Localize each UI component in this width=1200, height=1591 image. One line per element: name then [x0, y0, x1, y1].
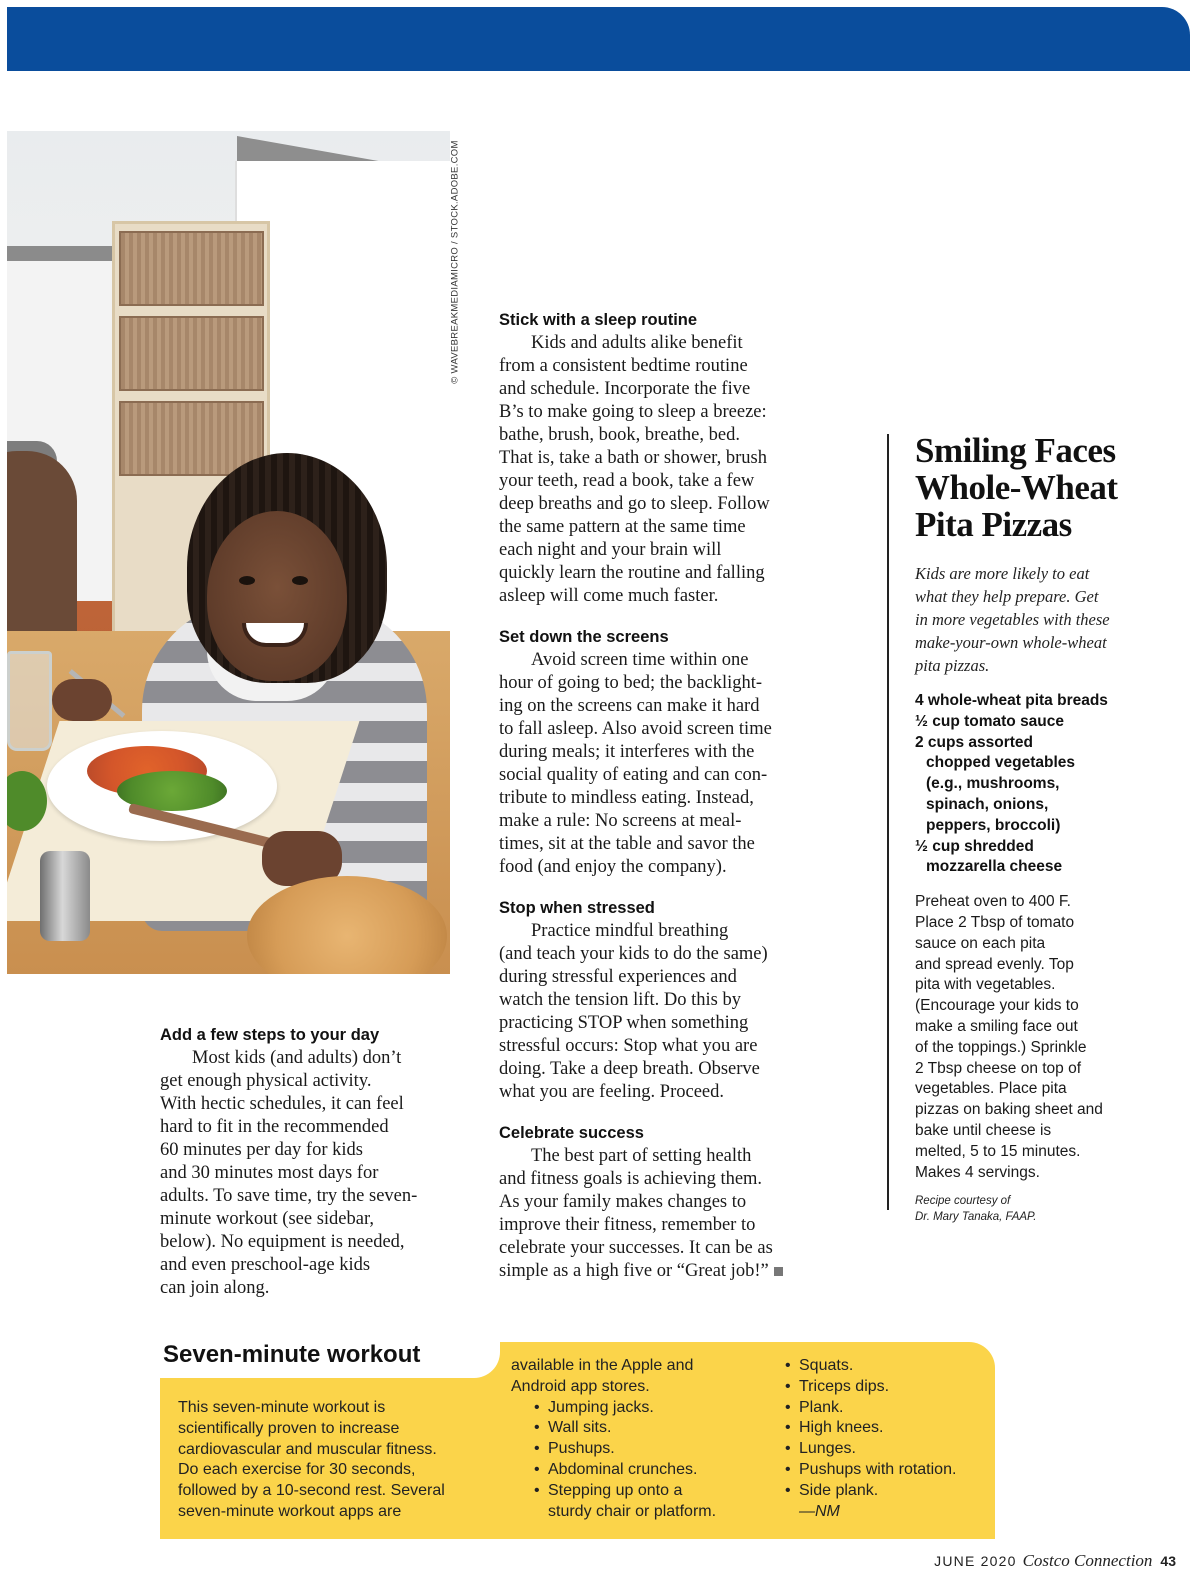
ingredient-line: 4 whole-wheat pita breads: [915, 692, 1108, 709]
body-line: make a rule: No screens at meal-: [499, 811, 742, 831]
body-line-text: simple as a high five or “Great job!”: [499, 1261, 769, 1281]
workout-intro: [178, 1398, 445, 1523]
body-line: deep breaths and go to sleep. Follow: [499, 494, 770, 514]
method-line: Makes 4 servings.: [915, 1163, 1040, 1181]
body-line: hour of going to bed; the backlight-: [499, 673, 763, 693]
page-footer: [934, 1551, 1176, 1572]
exercise-list: [534, 1398, 716, 1523]
body-line: doing. Take a deep breath. Observe: [499, 1059, 760, 1079]
body-line: B’s to make going to sleep a breeze:: [499, 402, 767, 422]
recipe-title-line: Smiling Faces: [915, 431, 1116, 470]
body-line: adults. To save time, try the seven-: [160, 1186, 418, 1206]
body-line: can join along.: [160, 1278, 270, 1298]
exercise-item: • Abdominal crunches.: [534, 1460, 716, 1481]
body-line: tribute to mindless eating. Instead,: [499, 788, 754, 808]
ingredient-list: [915, 691, 1165, 878]
exercise-item: [785, 1481, 956, 1523]
ingredient-line: mozzarella cheese: [926, 858, 1063, 876]
body-line: That is, take a bath or shower, brush: [499, 448, 767, 468]
body-line: Kids and adults alike benefit: [531, 333, 743, 353]
body-line: and fitness goals is achieving them.: [499, 1169, 763, 1189]
body-line: hard to fit in the recommended: [160, 1117, 389, 1137]
section-heading: Stick with a sleep routine: [499, 311, 698, 329]
body-line: celebrate your successes. It can be as: [499, 1238, 773, 1258]
section-body: [499, 332, 819, 608]
method-line: pita with vegetables.: [915, 976, 1056, 994]
section-body: [160, 1047, 460, 1300]
body-line: As your family makes changes to: [499, 1192, 747, 1212]
recipe-panel: [915, 432, 1165, 1225]
method-line: sauce on each pita: [915, 934, 1046, 952]
recipe-title-line: Pita Pizzas: [915, 505, 1072, 544]
article-column-1: [160, 1023, 460, 1317]
method-line: and spread evenly. Top: [915, 955, 1074, 973]
workout-intro-line: cardiovascular and muscular fitness.: [178, 1440, 437, 1458]
recipe-intro-line: pita pizzas.: [915, 656, 990, 675]
section-success: [499, 1121, 819, 1283]
header-band: [7, 7, 1190, 71]
section-stress: [499, 896, 819, 1104]
section-steps: [160, 1023, 460, 1300]
workout-list-b: [785, 1356, 956, 1522]
exercise-item: • Triceps dips.: [785, 1377, 956, 1398]
body-line: below). No equipment is needed,: [160, 1232, 405, 1252]
body-line: Most kids (and adults) don’t: [192, 1048, 402, 1068]
exercise-item: • Pushups.: [534, 1439, 716, 1460]
recipe-method: [915, 892, 1165, 1183]
exercise-text: • Stepping up onto a: [548, 1481, 683, 1499]
workout-intro-line: available in the Apple and: [511, 1357, 694, 1374]
exercise-list: [785, 1356, 956, 1522]
body-line: minute workout (see sidebar,: [160, 1209, 375, 1229]
recipe-intro-line: what they help prepare. Get: [915, 587, 1099, 606]
body-line: and 30 minutes most days for: [160, 1163, 379, 1183]
recipe-intro-line: make-your-own whole-wheat: [915, 633, 1107, 652]
workout-intro-line: Android app stores.: [511, 1377, 650, 1395]
exercise-item: • Squats.: [785, 1356, 956, 1377]
recipe-intro-line: in more vegetables with these: [915, 610, 1110, 629]
end-mark-icon: [774, 1267, 783, 1276]
workout-intro-line: This seven-minute workout is: [178, 1399, 386, 1416]
body-line: (and teach your kids to do the same): [499, 944, 768, 964]
workout-sidebar-title: Seven-minute workout: [163, 1341, 421, 1368]
body-line: ing on the screens can make it hard: [499, 696, 760, 716]
section-heading: Stop when stressed: [499, 899, 655, 917]
body-line: food (and enjoy the company).: [499, 857, 727, 877]
ingredient-line: ½ cup tomato sauce: [915, 712, 1065, 730]
workout-list-a: [511, 1356, 716, 1522]
body-line: times, sit at the table and savor the: [499, 834, 755, 854]
author-initials: —NM: [799, 1502, 840, 1520]
body-line: With hectic schedules, it can feel: [160, 1094, 404, 1114]
method-line: of the toppings.) Sprinkle: [915, 1038, 1087, 1056]
body-line: what you are feeling. Proceed.: [499, 1082, 724, 1102]
exercise-text: sturdy chair or platform.: [548, 1502, 717, 1520]
body-line: The best part of setting health: [531, 1146, 752, 1166]
body-line: asleep will come much faster.: [499, 586, 719, 606]
exercise-item: • Lunges.: [785, 1439, 956, 1460]
photo-credit-text: © WAVEBREAKMEDIAMICRO / STOCK.ADOBE.COM: [449, 140, 461, 384]
section-body: [499, 920, 819, 1104]
body-line: bathe, brush, book, breathe, bed.: [499, 425, 740, 445]
ingredient-line: 2 cups assorted: [915, 733, 1034, 751]
body-line: during stressful experiences and: [499, 967, 737, 987]
photo-credit: [448, 131, 462, 393]
body-line: stressful occurs: Stop what you are: [499, 1036, 758, 1056]
section-body: [499, 649, 819, 879]
body-line: and schedule. Incorporate the five: [499, 379, 751, 399]
article-column-2: [499, 308, 819, 1300]
body-line: and even preschool-age kids: [160, 1255, 371, 1275]
method-line: melted, 5 to 15 minutes.: [915, 1142, 1081, 1160]
workout-intro-line: scientifically proven to increase: [178, 1419, 400, 1437]
issue-date: JUNE 2020: [934, 1553, 1017, 1569]
ingredient-line: ½ cup shredded: [915, 837, 1034, 855]
method-line: 2 Tbsp cheese on top of: [915, 1059, 1082, 1077]
body-line: each night and your brain will: [499, 540, 722, 560]
recipe-title: [915, 432, 1165, 543]
exercise-item: • Jumping jacks.: [534, 1398, 716, 1419]
method-line: Preheat oven to 400 F.: [915, 893, 1071, 911]
section-sleep: [499, 308, 819, 608]
body-line: watch the tension lift. Do this by: [499, 990, 742, 1010]
exercise-item: • Pushups with rotation.: [785, 1460, 956, 1481]
workout-intro-line: seven-minute workout apps are: [178, 1502, 402, 1520]
ingredient-line: (e.g., mushrooms,: [926, 775, 1060, 793]
recipe-divider: [887, 434, 889, 1210]
ingredient-line: spinach, onions,: [926, 795, 1049, 813]
body-line: social quality of eating and can con-: [499, 765, 768, 785]
body-line: from a consistent bedtime routine: [499, 356, 748, 376]
body-line: Practice mindful breathing: [531, 921, 729, 941]
section-body: [499, 1145, 819, 1283]
workout-intro-line: followed by a 10-second rest. Several: [178, 1482, 445, 1500]
recipe-credit-line: Dr. Mary Tanaka, FAAP.: [915, 1211, 1037, 1224]
method-line: make a smiling face out: [915, 1017, 1078, 1035]
body-line: Avoid screen time within one: [531, 650, 749, 670]
body-line: to fall asleep. Also avoid screen time: [499, 719, 772, 739]
section-heading: Add a few steps to your day: [160, 1026, 380, 1044]
method-line: bake until cheese is: [915, 1121, 1052, 1139]
exercise-item: • Wall sits.: [534, 1418, 716, 1439]
body-line: your teeth, read a book, take a few: [499, 471, 755, 491]
method-line: (Encourage your kids to: [915, 997, 1079, 1015]
section-heading: Celebrate success: [499, 1124, 644, 1142]
section-screens: [499, 625, 819, 879]
body-line: the same pattern at the same time: [499, 517, 746, 537]
body-line-last: [499, 1260, 819, 1283]
recipe-intro-line: Kids are more likely to eat: [915, 564, 1090, 583]
recipe-intro: [915, 562, 1165, 677]
exercise-item: [534, 1481, 716, 1523]
body-line: 60 minutes per day for kids: [160, 1140, 363, 1160]
method-line: Place 2 Tbsp of tomato: [915, 913, 1075, 931]
section-heading: Set down the screens: [499, 628, 669, 646]
article-photo: [7, 131, 450, 974]
ingredient-line: chopped vegetables: [926, 754, 1076, 772]
magazine-name: Costco Connection: [1022, 1551, 1153, 1570]
exercise-item: • High knees.: [785, 1418, 956, 1439]
recipe-credit-line: Recipe courtesy of: [915, 1195, 1011, 1208]
exercise-item: • Plank.: [785, 1398, 956, 1419]
method-line: pizzas on baking sheet and: [915, 1101, 1103, 1119]
exercise-text: • Side plank.: [799, 1481, 879, 1499]
method-line: vegetables. Place pita: [915, 1080, 1067, 1098]
body-line: improve their fitness, remember to: [499, 1215, 756, 1235]
ingredient-line: peppers, broccoli): [926, 816, 1061, 834]
workout-intro-line: Do each exercise for 30 seconds,: [178, 1461, 416, 1479]
body-line: during meals; it interferes with the: [499, 742, 755, 762]
recipe-title-line: Whole-Wheat: [915, 468, 1118, 507]
recipe-credit: [915, 1193, 1165, 1225]
body-line: quickly learn the routine and falling: [499, 563, 765, 583]
body-line: get enough physical activity.: [160, 1071, 372, 1091]
page-number: 43: [1160, 1553, 1176, 1569]
body-line: practicing STOP when something: [499, 1013, 749, 1033]
